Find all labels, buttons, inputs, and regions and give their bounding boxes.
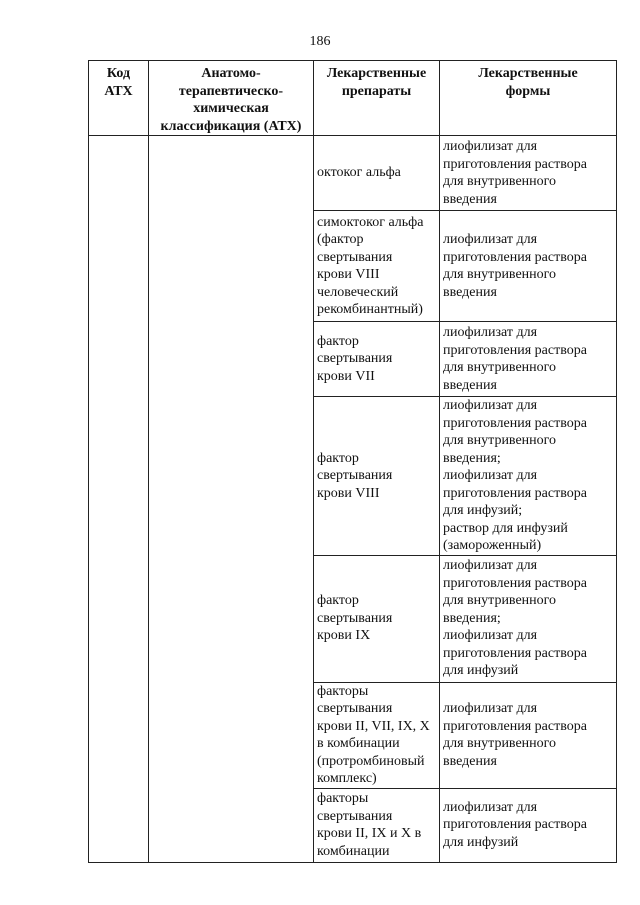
table-header-row (89, 61, 617, 136)
dosage-form-cell: лиофилизат для приготовления раствора для внутривенного введения (440, 682, 617, 788)
dosage-form-cell: лиофилизат для приготовления раствора для внутривенного введения; лиофилизат для приготовления раствора для инфузий; раствор для инфузий (замороженный) (440, 397, 617, 556)
atx-drug-table (88, 60, 617, 863)
header-atx-code: Код АТХ (89, 61, 149, 136)
drug-name-cell: фактор свертывания крови IX (314, 555, 440, 682)
header-atx-classification: Анатомо- терапевтическо- химическая классификация (АТХ) (149, 61, 314, 136)
header-drugs: Лекарственные препараты (314, 61, 440, 136)
drug-name-cell: факторы свертывания крови II, IX и X в комбинации (314, 788, 440, 862)
dosage-form-cell: лиофилизат для приготовления раствора для внутривенного введения (440, 322, 617, 397)
drug-name-cell: фактор свертывания крови VIII (314, 397, 440, 556)
dosage-form-cell: лиофилизат для приготовления раствора для инфузий (440, 788, 617, 862)
dosage-form-cell: лиофилизат для приготовления раствора для внутривенного введения (440, 136, 617, 211)
dosage-form-cell: лиофилизат для приготовления раствора для внутривенного введения (440, 211, 617, 322)
drug-name-cell: факторы свертывания крови II, VII, IX, X в комбинации (протромбиновый комплекс) (314, 682, 440, 788)
drug-name-cell: фактор свертывания крови VII (314, 322, 440, 397)
drug-name-cell: октоког альфа (314, 136, 440, 211)
atx-code-cell (89, 136, 149, 863)
table-row (89, 136, 617, 211)
atx-classification-cell (149, 136, 314, 863)
drug-name-cell: симоктоког альфа (фактор свертывания крови VIII человеческий рекомбинантный) (314, 211, 440, 322)
header-dosage-forms: Лекарственные формы (440, 61, 617, 136)
page-number: 186 (309, 34, 331, 49)
dosage-form-cell: лиофилизат для приготовления раствора для внутривенного введения; лиофилизат для приготовления раствора для инфузий (440, 555, 617, 682)
